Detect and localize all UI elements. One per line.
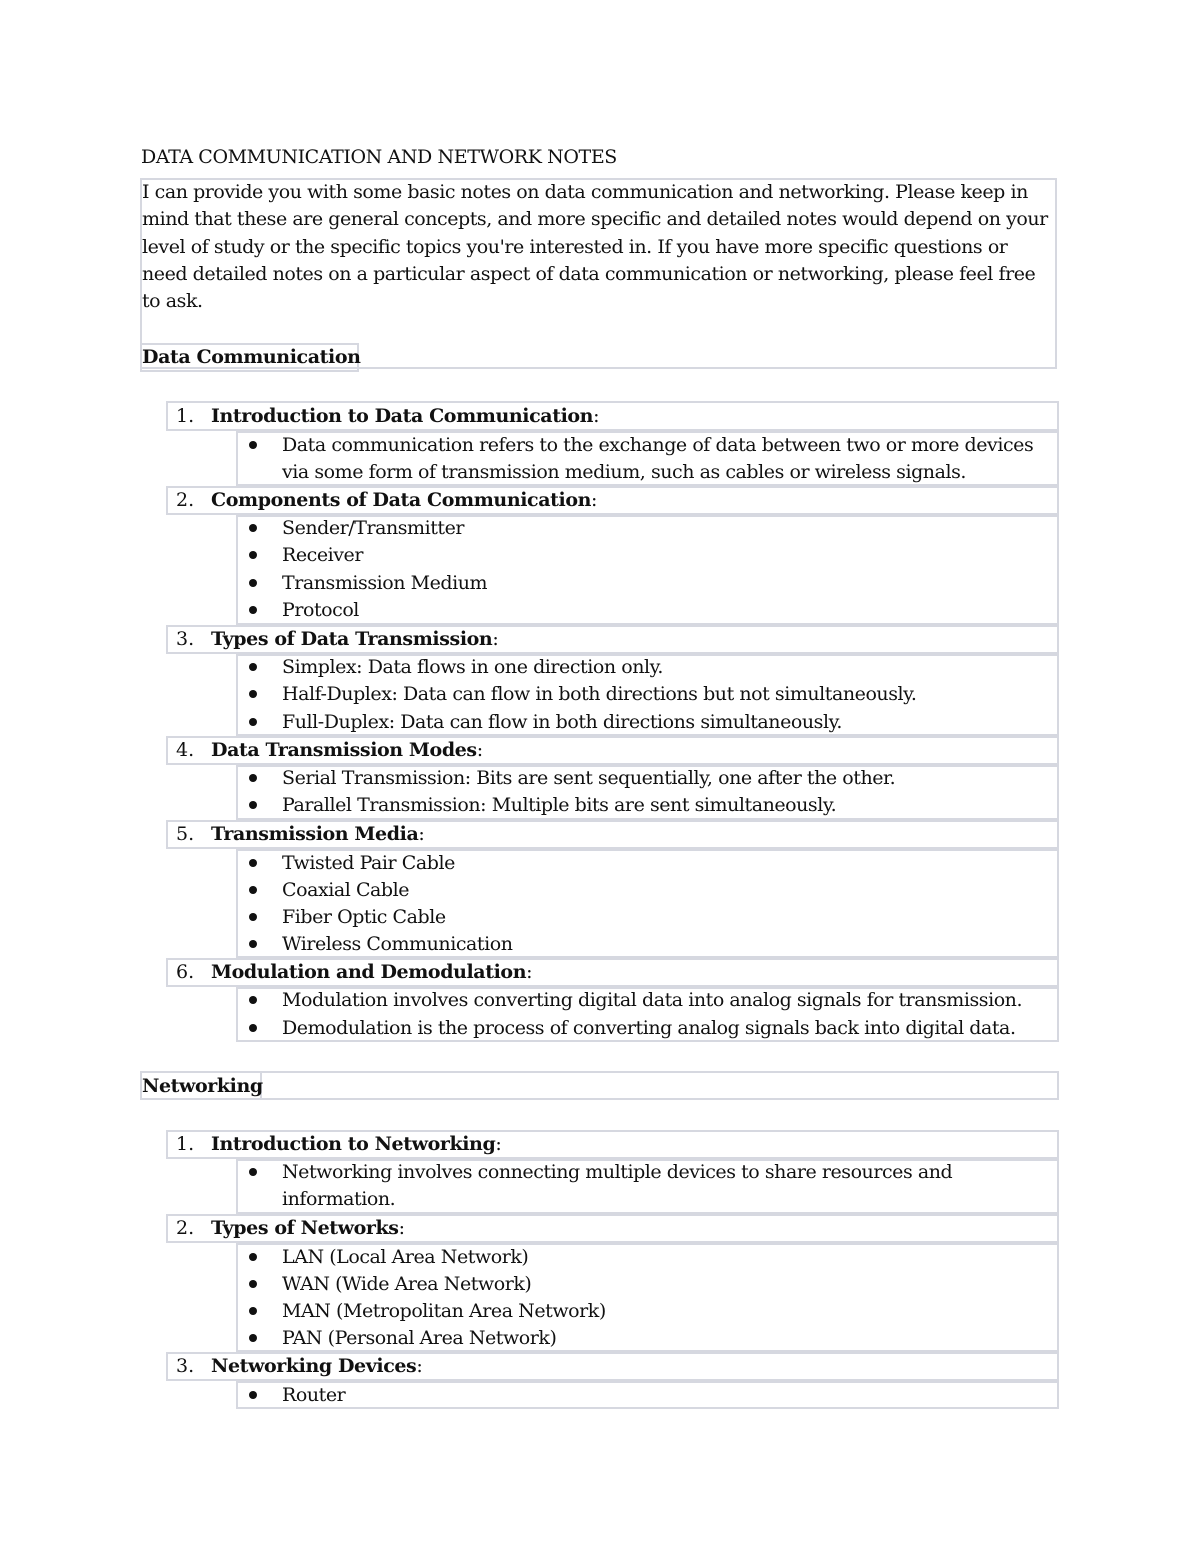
list-item-title — [211, 959, 532, 985]
item-title-suffix: : — [492, 628, 499, 650]
list-item: Wireless Communication — [282, 933, 513, 955]
list-item: Transmission Medium — [282, 572, 488, 594]
list-item: PAN (Personal Area Network) — [282, 1327, 557, 1349]
bullet-group-box — [236, 1381, 1059, 1409]
bullet-dot — [249, 606, 257, 614]
bullet-dot — [249, 1168, 257, 1176]
bullet-dot — [249, 1307, 257, 1315]
bullet-dot — [249, 441, 257, 449]
list-item: Half-Duplex: Data can flow in both directions but not simultaneously. — [282, 683, 917, 705]
list-item: MAN (Metropolitan Area Network) — [282, 1300, 606, 1322]
item-title-text: Types of Data Transmission — [211, 628, 493, 650]
list-number: 1. — [176, 405, 195, 427]
intro-paragraph: I can provide you with some basic notes on data communication and networking. Please keep in mind that these are general concepts, and more specific and detailed notes would depend on your level of study or the specific topics you're interested in. If you have more specific questions or need detailed notes on a particular aspect of data communication or networking, please feel free to ask. — [142, 181, 1048, 313]
item-title-text: Networking Devices — [211, 1355, 417, 1377]
section-heading-networking: Networking — [142, 1075, 263, 1097]
bullet-dot — [249, 774, 257, 782]
item-title-suffix: : — [495, 1133, 502, 1155]
item-title-suffix: : — [418, 823, 425, 845]
bullet-dot — [249, 1391, 257, 1399]
bullet-dot — [249, 940, 257, 948]
list-item-title — [211, 1353, 422, 1379]
bullet-dot — [249, 718, 257, 726]
list-item: Serial Transmission: Bits are sent sequentially, one after the other. — [282, 767, 896, 789]
bullet-dot — [249, 1334, 257, 1342]
bullet-dot — [249, 913, 257, 921]
list-item: Fiber Optic Cable — [282, 906, 446, 928]
list-item: Simplex: Data flows in one direction only. — [282, 656, 663, 678]
list-item: Protocol — [282, 599, 359, 621]
list-item: Router — [282, 1384, 346, 1406]
item-title-suffix: : — [593, 405, 600, 427]
item-title-text: Data Transmission Modes — [211, 739, 477, 761]
list-item: Data communication refers to the exchange of data between two or more devices via some form of transmission medium, such as cables or wireless signals. — [282, 434, 1034, 484]
list-item: Twisted Pair Cable — [282, 852, 455, 874]
list-item: Sender/Transmitter — [282, 517, 465, 539]
bullet-dot — [249, 551, 257, 559]
document-title: DATA COMMUNICATION AND NETWORK NOTES — [141, 146, 617, 168]
bullet-dot — [249, 859, 257, 867]
list-item-title — [211, 1131, 501, 1157]
item-title-text: Introduction to Data Communication — [211, 405, 594, 427]
list-item: Receiver — [282, 544, 363, 566]
item-title-suffix: : — [398, 1217, 405, 1239]
bullet-dot — [249, 1280, 257, 1288]
list-number: 5. — [176, 823, 195, 845]
list-number: 6. — [176, 961, 195, 983]
list-item: Networking involves connecting multiple devices to share resources and information. — [282, 1161, 953, 1211]
bullet-dot — [249, 886, 257, 894]
bullet-dot — [249, 663, 257, 671]
bullet-dot — [249, 690, 257, 698]
list-number: 1. — [176, 1133, 195, 1155]
list-item: Parallel Transmission: Multiple bits are sent simultaneously. — [282, 794, 837, 816]
item-title-text: Modulation and Demodulation — [211, 961, 527, 983]
bullet-dot — [249, 1253, 257, 1261]
item-title-suffix: : — [416, 1355, 423, 1377]
bullet-dot — [249, 524, 257, 532]
bullet-dot — [249, 1024, 257, 1032]
list-item-title — [211, 1215, 405, 1241]
list-item-title — [211, 821, 424, 847]
list-item-title — [211, 403, 599, 429]
list-item-title — [211, 626, 498, 652]
bullet-dot — [249, 996, 257, 1004]
list-item: WAN (Wide Area Network) — [282, 1273, 532, 1295]
list-item: Full-Duplex: Data can flow in both directions simultaneously. — [282, 711, 842, 733]
item-title-text: Types of Networks — [211, 1217, 399, 1239]
list-number: 3. — [176, 1355, 195, 1377]
list-item: Modulation involves converting digital data into analog signals for transmission. — [282, 989, 1023, 1011]
bullet-dot — [249, 801, 257, 809]
list-number: 2. — [176, 1217, 195, 1239]
list-item-title — [211, 487, 597, 513]
item-title-suffix: : — [526, 961, 533, 983]
item-title-text: Introduction to Networking — [211, 1133, 496, 1155]
list-item-title — [211, 737, 483, 763]
item-title-text: Transmission Media — [211, 823, 419, 845]
list-number: 2. — [176, 489, 195, 511]
heading-highlight-box — [140, 1071, 1059, 1100]
item-title-suffix: : — [591, 489, 598, 511]
list-item: Coaxial Cable — [282, 879, 410, 901]
list-number: 4. — [176, 739, 195, 761]
item-title-text: Components of Data Communication — [211, 489, 592, 511]
bullet-dot — [249, 579, 257, 587]
list-number: 3. — [176, 628, 195, 650]
list-item: Demodulation is the process of converting analog signals back into digital data. — [282, 1017, 1016, 1039]
section-heading-data-communication: Data Communication — [142, 346, 361, 368]
item-title-suffix: : — [476, 739, 483, 761]
list-item: LAN (Local Area Network) — [282, 1246, 529, 1268]
